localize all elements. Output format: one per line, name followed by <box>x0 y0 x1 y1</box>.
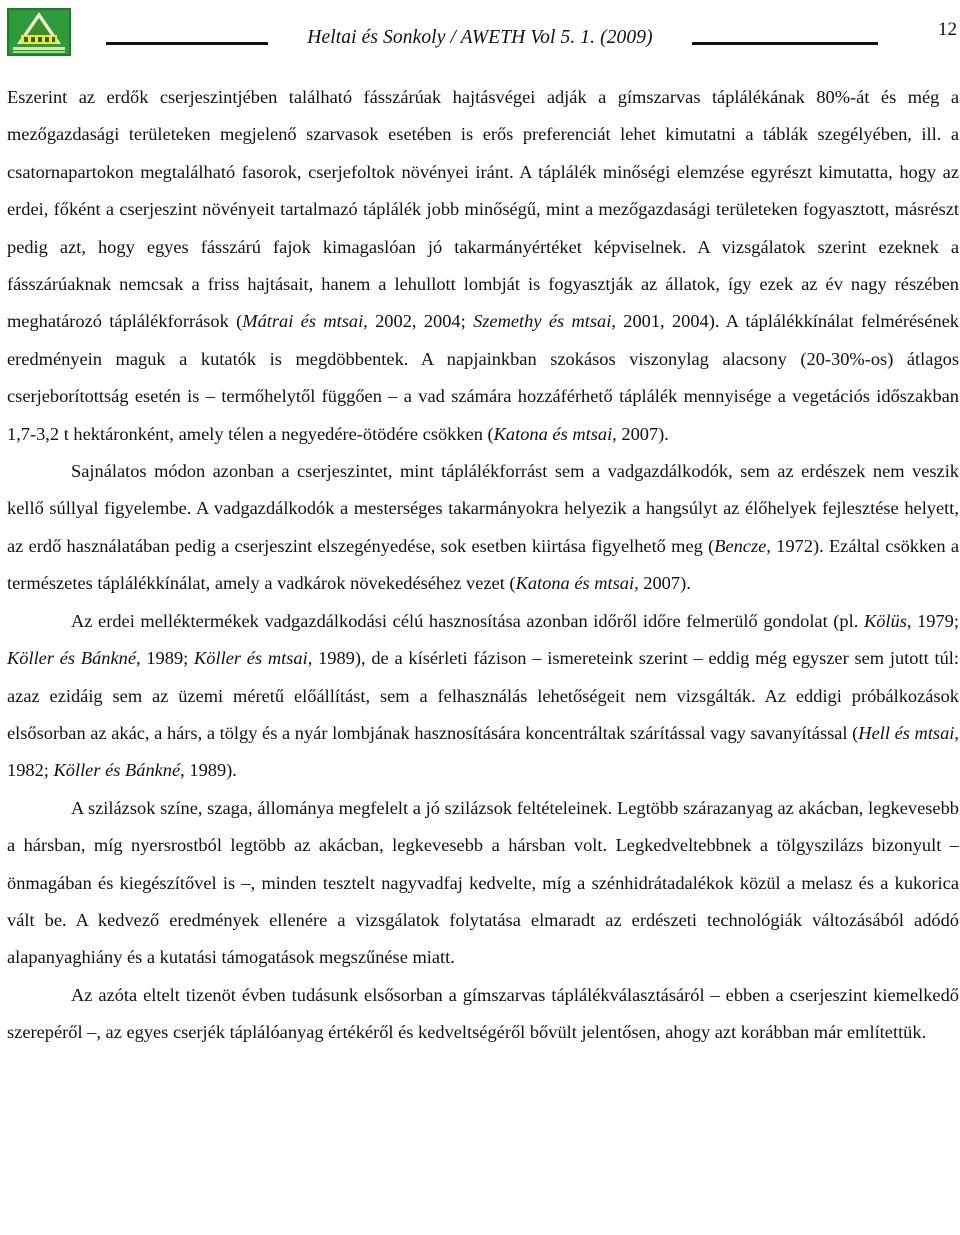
paragraph-text: Az azóta eltelt tizenöt évben tudásunk elsősorban a gímszarvas táplálékválasztásáról – ebben a cserjeszint kiemelkedő szerepéről –, az egyes cserjék táplálóanyag értékéről és kedveltségéről bővült jelentősen, ahogy azt korábban már említettük. <box>7 984 959 1043</box>
citation-author: Köller és mtsai, <box>194 648 313 669</box>
article-body <box>7 79 959 1052</box>
body-paragraph <box>7 790 959 977</box>
paragraph-text: Sajnálatos módon azonban a cserjeszintet, mint táplálékforrást sem a vadgazdálkodók, sem az erdészek nem veszik kellő súllyal figyelembe. A vadgazdálkodók a mesterséges takarmányokra helyezik a hangsúlyt az élőhelyek fejlesztése helyett, az erdő használatában pedig a cserjeszint elszegényedése, sok esetben kiirtása figyelhető meg ( <box>7 461 959 556</box>
paragraph-text: 2002, 2004; <box>367 311 474 332</box>
paragraph-text: 1972). Ezáltal csökken a természetes táplálékkínálat, amely a vadkárok növekedéséhez vezet ( <box>7 535 959 594</box>
header-rule-right <box>692 42 878 45</box>
paragraph-text: 2007). <box>638 573 691 594</box>
paragraph-text: A szilázsok színe, szaga, állománya megfelelt a jó szilázsok feltételeinek. Legtöbb szárazanyag az akácban, legkevesebb a hársban, míg nyersrostból legtöbb az akácban, legkevesebb a hársban volt. Legkedveltebbnek a tölgyszilázs bizonyult – önmagában és kiegészítővel is –, minden tesztelt nagyvadfaj kedvelte, míg a szénhidrátadalékok közül a melasz és a kukorica vált be. A kedvező eredmények ellenére a vizsgálatok folytatása elmaradt az erdészeti technológiák változásából adódó alapanyaghiány és a kutatási támogatások megszűnése miatt. <box>7 797 959 968</box>
citation-author: Mátrai és mtsai, <box>242 311 368 332</box>
paragraph-text: 1989), de a kísérleti fázison – ismereteink szerint – eddig még egyszer sem jutott túl: azaz ezidáig sem az üzemi méretű előállítást, sem a felhasználás lehetőségeit nem vizsgálták. Az eddigi próbálkozások elsősorban az akác, a hárs, a tölgy és a nyár lombjának hasznosítására koncentráltak szárítással vagy savanyítással ( <box>7 648 959 743</box>
awet-journal-logo <box>7 8 71 56</box>
citation-author: Katona és mtsai, <box>493 423 617 444</box>
paragraph-text: Az erdei melléktermékek vadgazdálkodási célú hasznosítása azonban időről időre felmerülő gondolat (pl. <box>71 610 864 631</box>
paragraph-text: 2007). <box>616 423 669 444</box>
page-header <box>0 0 960 72</box>
citation-author: Katona és mtsai, <box>515 573 639 594</box>
citation-author: Bencze, <box>714 535 771 556</box>
page-number: 12 <box>938 19 957 40</box>
header-rule-left <box>106 42 268 45</box>
running-title: Heltai és Sonkoly / AWETH Vol 5. 1. (2009) <box>307 27 653 48</box>
body-paragraph <box>7 79 959 453</box>
paragraph-text: , 1989; <box>136 648 195 669</box>
paragraph-text: , 1989). <box>180 760 237 781</box>
body-paragraph <box>7 603 959 790</box>
citation-author: Hell és mtsai <box>858 722 955 743</box>
citation-author: Kölüs <box>863 610 907 631</box>
citation-author: Köller és Bánkné <box>7 648 136 669</box>
citation-author: Szemethy és mtsai <box>473 311 612 332</box>
body-paragraph <box>7 453 959 603</box>
paragraph-text: , 1979; <box>906 610 959 631</box>
citation-author: Köller és Bánkné <box>53 760 181 781</box>
paragraph-text: , 1982; <box>7 722 960 781</box>
paragraph-text: Eszerint az erdők cserjeszintjében található fásszárúak hajtásvégei adják a gímszarvas táplálékának 80%-át és még a mezőgazdasági területeken megjelenő szarvasok esetében is erős preferenciát lehet kimutatni a táblák szegélyében, ill. a csatornapartokon megtalálható fasorok, cserjefoltok növényei iránt. A táplálék minőségi elemzése egyrészt kimutatta, hogy az erdei, főként a cserjeszint növényeit tartalmazó táplálék jobb minőségű, mint a mezőgazdasági területeken fogyasztott, másrészt pedig azt, hogy egyes fásszárú fajok kimagaslóan jó takarmányértéket képviselnek. A vizsgálatok szerint ezeknek a fásszárúaknak nemcsak a friss hajtásait, hanem a lehullott lombját is fogyasztják az állatok, így ezek az év nagy részében meghatározó táplálékforrások ( <box>7 87 959 332</box>
body-paragraph <box>7 977 959 1052</box>
paragraph-text: , 2001, 2004). A táplálékkínálat felmérésének eredményein maguk a kutatók is megdöbbentek. A napjainkban szokásos viszonylag alacsony (20-30%-os) átlagos cserjeborítottság esetén is – termőhelytől függően – a vad számára hozzáférhető táplálék mennyisége a vegetációs időszakban 1,7-3,2 t hektáronként, amely télen a negyedére-ötödére csökken ( <box>7 311 959 444</box>
